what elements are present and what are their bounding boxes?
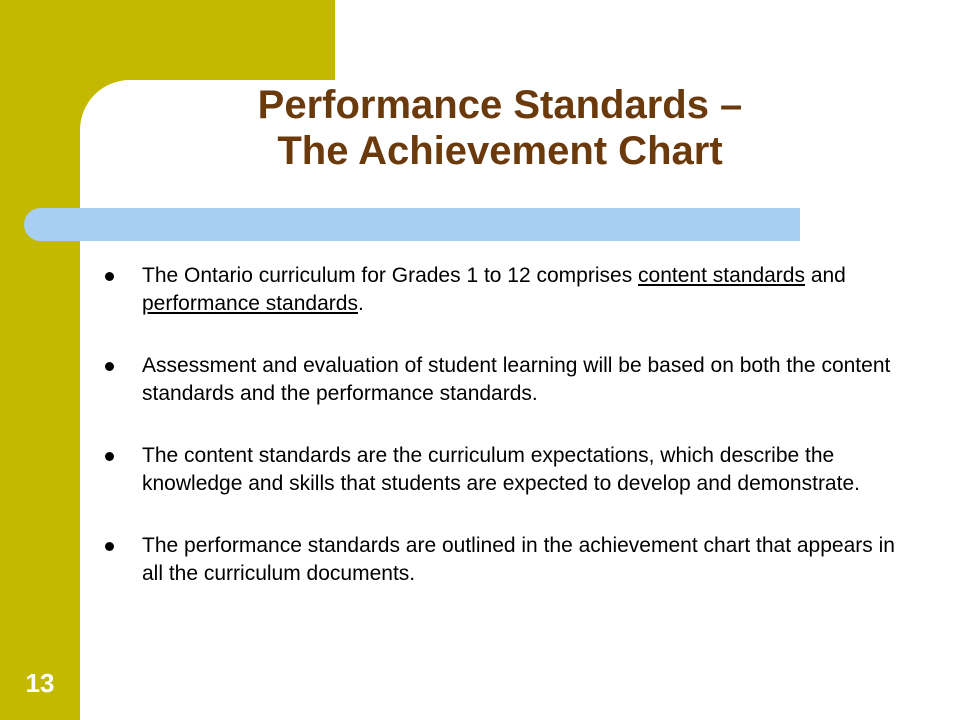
top-accent-band: [80, 0, 335, 80]
bullet-item-2: [105, 352, 905, 408]
bullet-1-text-a: The Ontario curriculum for Grades 1 to 12 comprises: [142, 264, 639, 287]
bullet-list: [105, 262, 905, 622]
bullet-dot-icon: [105, 452, 114, 461]
bullet-item-1: [105, 262, 905, 318]
bullet-4-text: The performance standards are outlined in the achievement chart that appears in all the curriculum documents.: [142, 534, 895, 585]
bullet-item-4: [105, 532, 905, 588]
title-line-1: Performance Standards –: [257, 83, 743, 127]
bullet-1-text-c: .: [357, 292, 364, 315]
bullet-3-text: The content standards are the curriculum expectations, which describe the knowledge and skills that students are expected to develop and demonstrate.: [142, 444, 860, 495]
performance-standards-link[interactable]: performance standards: [142, 292, 358, 315]
title-line-2: The Achievement Chart: [277, 129, 723, 173]
page-number: 13: [25, 668, 55, 698]
content-standards-link[interactable]: content standards: [638, 264, 805, 287]
bullet-dot-icon: [105, 542, 114, 551]
title-divider-bar: [24, 208, 800, 241]
bullet-2-text: Assessment and evaluation of student learning will be based on both the content standards and the performance standards.: [142, 354, 891, 405]
bullet-dot-icon: [105, 272, 114, 281]
bullet-dot-icon: [105, 362, 114, 371]
left-sidebar-band: [0, 0, 80, 720]
bullet-item-3: [105, 442, 905, 498]
slide-title: [150, 82, 850, 174]
bullet-1-text-b: and: [804, 264, 846, 287]
